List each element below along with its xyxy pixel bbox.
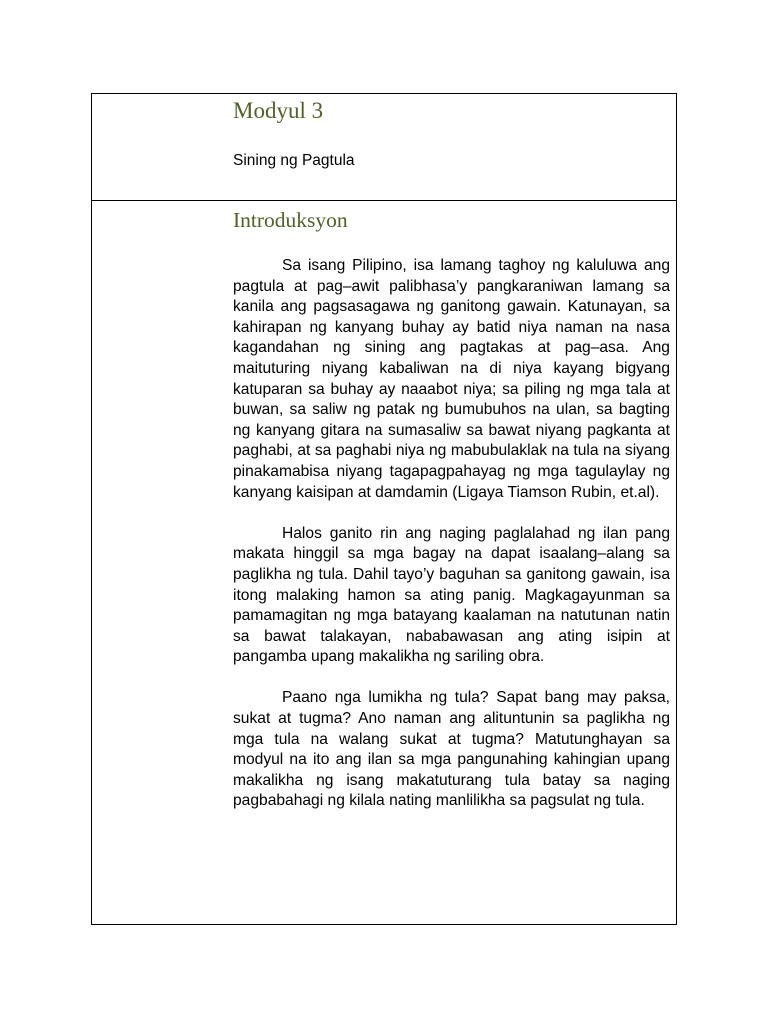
paragraph-1: Sa isang Pilipino, isa lamang taghoy ng kaluluwa ang pagtula at pag–awit palibhasa’y pangkaraniwan lamang sa kanila ang pagsasagawa ng ganitong gawain. Katunayan, sa kahirapan ng kanyang buhay ay batid niya naman na nasa kagandahan ng sining ang pagtakas at pag–asa. Ang maituturing niyang kabaliwan na di niya kayang bigyang katuparan sa buhay ay naaabot niya; sa piling ng mga tala at buwan, sa saliw ng patak ng bumubuhos na ulan, sa bagting ng kanyang gitara na sumasaliw sa bawat niyang pagkanta at paghabi, at sa paghabi niya ng mabubulaklak na tula na siyang pinakamabisa niyang tagapagpahayag ng mga tagulaylay ng kanyang kaisipan at damdamin (Ligaya Tiamson Rubin, et.al).	[233, 257, 670, 501]
introduction-cell	[92, 201, 676, 924]
section-title: Introduksyon	[233, 208, 348, 232]
paragraph-2: Halos ganito rin ang naging paglalahad ng ilan pang makata hinggil sa mga bagay na dapat isaalang–alang sa paglikha ng tula. Dahil tayo’y baguhan sa ganitong gawain, isa itong malaking hamon sa ating panig. Magkagayunman sa pamamagitan ng mga batayang kaalaman na natutunan natin sa bawat talakayan, nababawasan ang ating isipin at pangamba upang makalikha ng sariling obra.	[233, 524, 670, 666]
module-table	[91, 93, 677, 925]
module-title: Modyul 3	[233, 98, 324, 123]
module-header-cell	[92, 94, 676, 201]
paragraph-3: Paano nga lumikha ng tula? Sapat bang may paksa, sukat at tugma? Ano naman ang alituntunin sa paglikha ng mga tula na walang sukat at tugma? Matutunghayan sa modyul na ito ang ilan sa mga pangunahing kahingian upang makalikha ng isang makatuturang tula batay sa naging pagbabahagi ng kilala nating manlilikha sa pagsulat ng tula.	[233, 689, 670, 810]
module-subtitle: Sining ng Pagtula	[233, 152, 355, 169]
introduction-text	[233, 256, 670, 833]
